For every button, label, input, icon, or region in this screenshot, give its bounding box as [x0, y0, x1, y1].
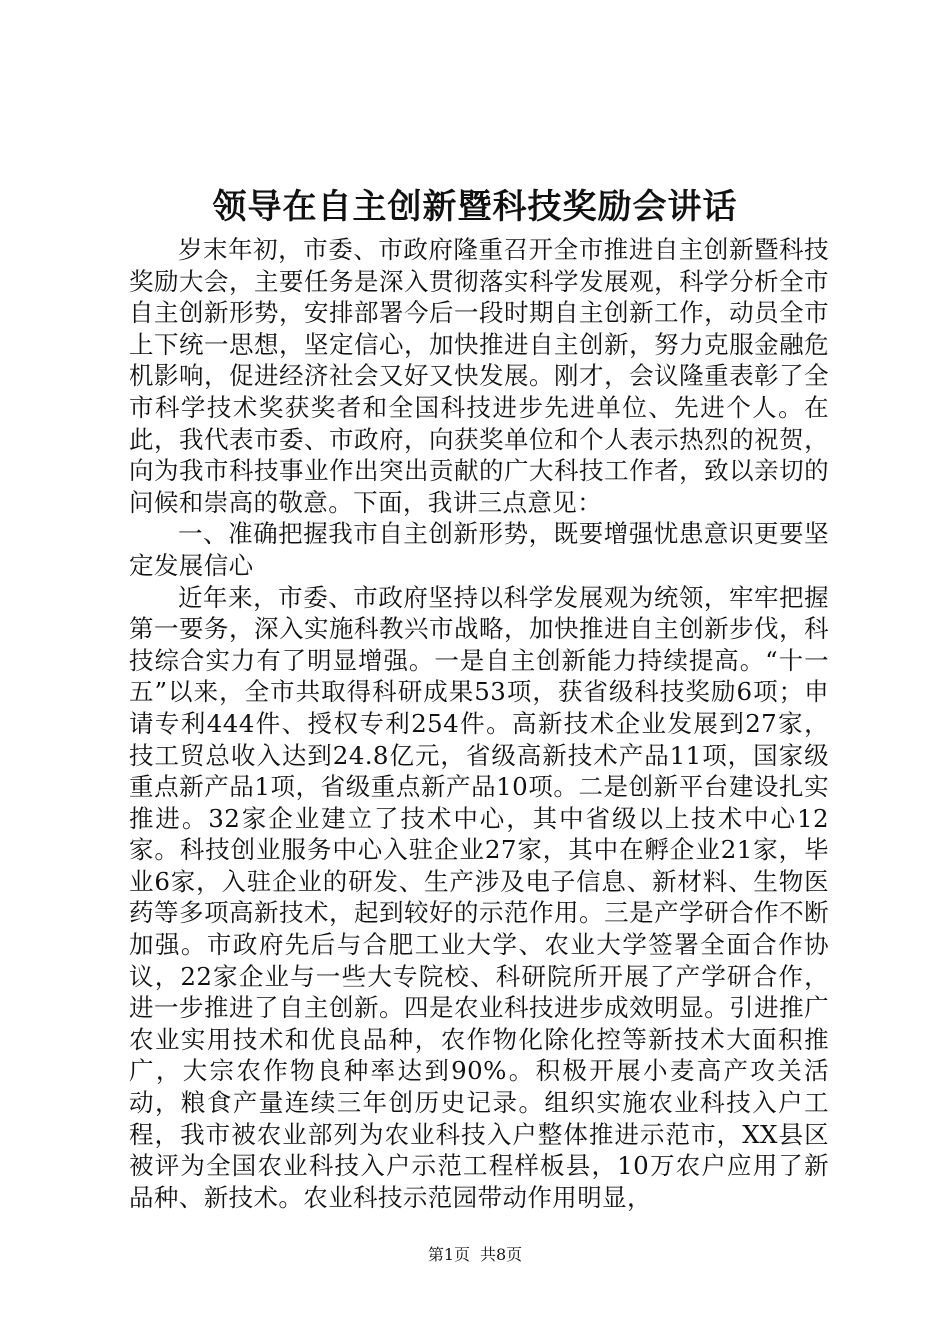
page-number: 第1页 — [427, 1245, 470, 1264]
section-heading-1: 一、准确把握我市自主创新形势，既要增强忧患意识更要坚定发展信心 — [129, 519, 829, 580]
page-footer — [0, 1244, 950, 1266]
document-title: 领导在自主创新暨科技奖励会讲话 — [212, 187, 738, 227]
paragraph-section-1: 近年来，市委、市政府坚持以科学发展观为统领，牢牢把握第一要务，深入实施科教兴市战略，加快推进自主创新步伐，科技综合实力有了明显增强。一是自主创新能力持续提高。“十一五”以来，全市共取得科研成果53项，获省级科技奖励6项；申请专利444件、授权专利254件。高新技术企业发展到27家，技工贸总收入达到24.8亿元，省级高新技术产品11项，国家级重点新产品1项，省级重点新产品10项。二是创新平台建设扎实推进。32家企业建立了技术中心，其中省级以上技术中心12家。科技创业服务中心入驻企业27家，其中在孵企业21家，毕业6家，入驻企业的研发、生产涉及电子信息、新材料、生物医药等多项高新技术，起到较好的示范作用。三是产学研合作不断加强。市政府先后与合肥工业大学、农业大学签署全面合作协议，22家企业与一些大专院校、科研院所开展了产学研合作，进一步推进了自主创新。四是农业科技进步成效明显。引进推广农业实用技术和优良品种，农作物化除化控等新技术大面积推广，大宗农作物良种率达到90%。积极开展小麦高产攻关活动，粮食产量连续三年创历史记录。组织实施农业科技入户工程，我市被农业部列为农业科技入户整体推进示范市，XX县区被评为全国农业科技入户示范工程样板县，10万农户应用了新品种、新技术。农业科技示范园带动作用明显， — [129, 582, 829, 1212]
paragraph-intro: 岁末年初，市委、市政府隆重召开全市推进自主创新暨科技奖励大会，主要任务是深入贯彻落实科学发展观，科学分析全市自主创新形势，安排部署今后一段时期自主创新工作，动员全市上下统一思想，坚定信心，加快推进自主创新，努力克服金融危机影响，促进经济社会又好又快发展。刚才，会议隆重表彰了全市科学技术奖获奖者和全国科技进步先进单位、先进个人。在此，我代表市委、市政府，向获奖单位和个人表示热烈的祝贺，向为我市科技事业作出突出贡献的广大科技工作者，致以亲切的问候和崇高的敬意。下面，我讲三点意见： — [129, 235, 829, 517]
page-total: 共8页 — [480, 1245, 523, 1264]
document-body — [129, 234, 829, 1213]
